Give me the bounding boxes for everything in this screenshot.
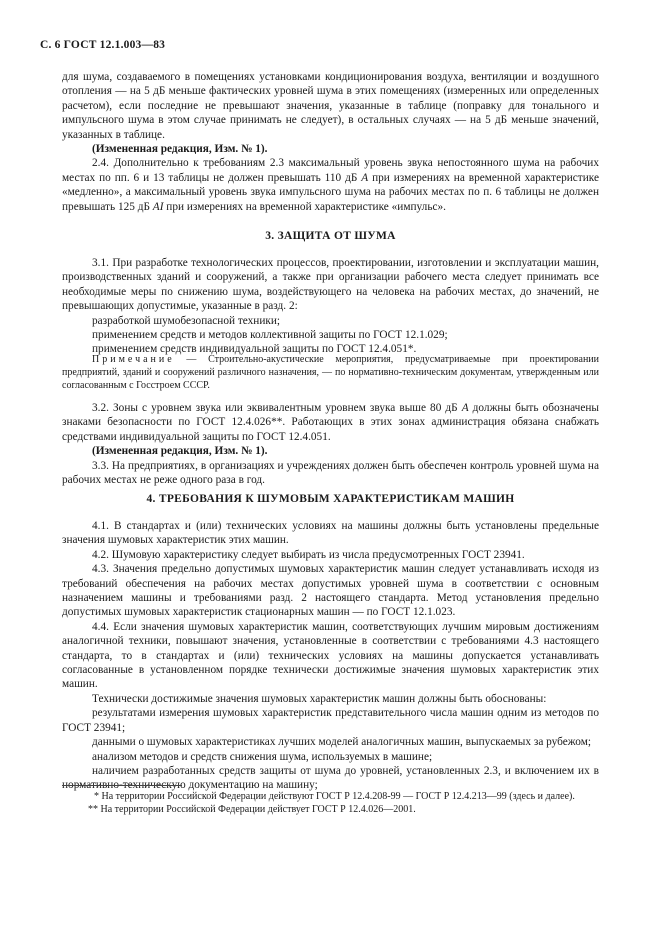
list-item: разработкой шумобезопасной техники; — [92, 314, 281, 327]
section-3-title: 3. ЗАЩИТА ОТ ШУМА — [265, 230, 396, 242]
note — [62, 353, 599, 392]
footnote-divider — [62, 785, 182, 786]
list-item: данными о шумовых характеристиках лучших моделей аналогичных машин, выпускаемых за рубежом; — [92, 736, 592, 749]
section-3-body — [62, 256, 599, 357]
page-header: С. 6 ГОСТ 12.1.003—83 — [40, 39, 166, 51]
list-item: анализом методов и средств снижения шума, используемых в машине; — [92, 750, 433, 763]
list-item: результатами измерения шумовых характеристик представительного числа машин одним из методов по ГОСТ 23941; — [62, 707, 599, 734]
footnote-1: * На территории Российской Федерации действуют ГОСТ Р 12.4.208-99 — ГОСТ Р 12.4.213—99 (здесь и далее). — [94, 791, 575, 802]
footnote-2: ** На территории Российской Федерации действует ГОСТ Р 12.4.026—2001. — [88, 804, 416, 815]
section-4-title: 4. ТРЕБОВАНИЯ К ШУМОВЫМ ХАРАКТЕРИСТИКАМ МАШИН — [146, 493, 515, 505]
paragraph-4-4-intro: Технически достижимые значения шумовых характеристик машин должны быть обоснованы: — [92, 692, 547, 705]
paragraph-4-1: 4.1. В стандартах и (или) технических условиях на машины должны быть установлены предельные значения шумовых характеристик этих машин. — [62, 520, 599, 547]
note-text: — Строительно-акустические мероприятия, предусматриваемые при проектировании предприятий, зданий и сооружений различного назначения, — по нормативно-техническим документам, утвержденным или согласованным с Госстроем СССР. — [62, 354, 600, 391]
list-item: применением средств и методов коллективной защиты по ГОСТ 12.1.029; — [92, 329, 448, 342]
list-item: наличием разработанных средств защиты от шума до уровней, установленных 2.3, и включением их в нормативно-техническую документацию на машину; — [62, 764, 599, 792]
paragraph-3-1: 3.1. При разработке технологических процессов, проектировании, изготовлении и эксплуатации машин, производственных зданий и сооружений, а также при организации рабочего места следует принимать все необходимые меры по снижению шума, воздействующего на человека на рабочих местах, до значений, не превышающих допустимые, указанные в разд. 2: — [62, 257, 599, 313]
paragraph-4-3: 4.3. Значения предельно допустимых шумовых характеристик машин следует устанавливать исходя из требований обеспечения на рабочих местах допустимых уровней шума в соответствии с основным назначением машины и требованиями разд. 2 настоящего стандарта. Метод установления предельно допустимых шумовых характеристик стационарных машин — по ГОСТ 12.1.023. — [62, 563, 599, 619]
section-2-continuation — [62, 70, 599, 214]
section-4-body — [62, 519, 599, 793]
footnotes — [62, 790, 599, 816]
paragraph-3-2: 3.2. Зоны с уровнем звука или эквивалентным уровнем звука выше 80 дБ А должны быть обозначены знаками безопасности по ГОСТ 12.4.026**. Работающих в этих зонах администрация обязана снабжать средствами индивидуальной защиты по ГОСТ 12.4.051. — [62, 402, 600, 443]
section-3-body-2 — [62, 401, 599, 487]
paragraph-4-4: 4.4. Если значения шумовых характеристик машин, соответствующих лучшим мировым достижениям аналогичной техники, повышают значения, установленные в соответствии с требованиями 4.3 настоящего стандарта, то в стандартах и (или) технических условиях на машины допускается устанавливать согласованные в установленном порядке технически достижимые значения шумовых характеристик этих машин. — [62, 620, 599, 691]
paragraph-2-4: 2.4. Дополнительно к требованиям 2.3 максимальный уровень звука непостоянного шума на рабочих местах по пп. 6 и 13 таблицы не должен превышать 110 дБ А при измерениях на временной характеристике «медленно», а максимальный уровень звука импульсного шума на рабочих местах по п. 6 таблицы не должен превышать 125 дБ AI при измерениях на временной характеристике «импульс». — [62, 157, 599, 213]
paragraph-3-3: 3.3. На предприятиях, в организациях и учреждениях должен быть обеспечен контроль уровней шума на рабочих местах не реже одного раза в год. — [62, 459, 599, 487]
note-label: Примечание — [92, 354, 175, 365]
amendment-note: (Измененная редакция, Изм. № 1). — [92, 143, 268, 156]
paragraph-2-3-cont: для шума, создаваемого в помещениях установками кондиционирования воздуха, вентиляции и воздушного отопления — на 5 дБ меньше фактических уровней шума в этих помещениях (измеренных или определенных расчетом), если последние не превышают значения, указанные в таблице (поправку для тонального и импульсного шума в этом случае принимать не следует), в остальных случаях — на 5 дБ меньше значений, указанных в таблице. — [62, 71, 599, 141]
amendment-note: (Измененная редакция, Изм. № 1). — [92, 445, 268, 458]
list-item: применением средств индивидуальной защиты по ГОСТ 12.4.051*. — [92, 343, 417, 356]
paragraph-4-2: 4.2. Шумовую характеристику следует выбирать из числа предусмотренных ГОСТ 23941. — [92, 548, 525, 561]
